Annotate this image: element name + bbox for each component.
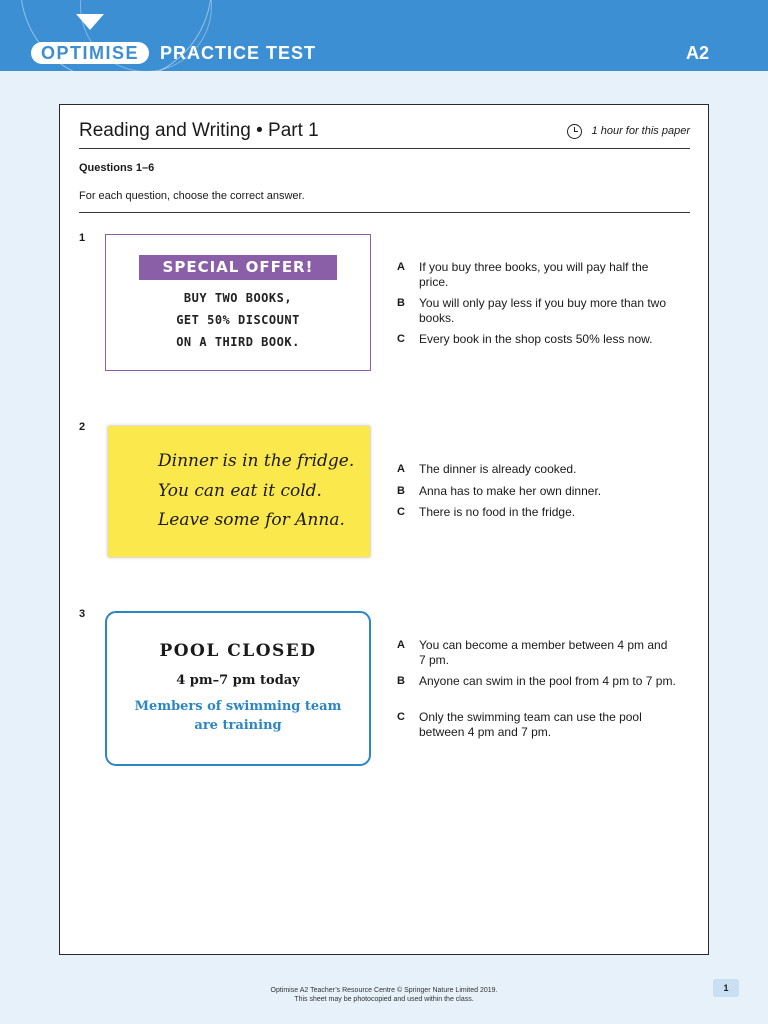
footer-line: Optimise A2 Teacher’s Resource Centre © Springer Nature Limited 2019. — [270, 987, 498, 994]
special-offer-banner: SPECIAL OFFER! — [139, 255, 337, 280]
option-letter: B — [397, 297, 405, 309]
note-line: Leave some for Anna. — [158, 510, 345, 530]
header-title: PRACTICE TEST — [160, 43, 317, 63]
option-text: The dinner is already cooked. — [419, 462, 577, 476]
question-number: 3 — [79, 608, 86, 620]
option-text: You can become a member between 4 pm and 7 pm. — [419, 638, 668, 667]
option-letter: C — [397, 506, 405, 518]
option-letter: A — [397, 639, 405, 651]
option-text: Every book in the shop costs 50% less now. — [419, 332, 653, 346]
sticky-note — [108, 426, 370, 557]
option-letter: C — [397, 333, 405, 345]
sign-line: ON A THIRD BOOK. — [176, 335, 300, 349]
sign-line: BUY TWO BOOKS, — [183, 291, 293, 305]
time-note — [567, 122, 690, 140]
note-line: You can eat it cold. — [158, 481, 322, 501]
special-offer-sign — [105, 234, 371, 371]
clock-icon — [567, 124, 582, 139]
option-text: There is no food in the fridge. — [419, 505, 576, 519]
paper-title: Reading and Writing • Part 1 — [79, 120, 319, 141]
footer-copyright — [0, 986, 768, 1004]
brand-logo: OPTIMISE — [31, 42, 149, 64]
sign-line: GET 50% DISCOUNT — [176, 313, 300, 327]
divider — [79, 212, 690, 213]
notice-title: POOL CLOSED — [159, 641, 317, 661]
option-text: Anna has to make her own dinner. — [419, 484, 602, 498]
option-text: Anyone can swim in the pool from 4 pm to 7 pm. — [419, 674, 676, 688]
question-number: 1 — [79, 232, 86, 244]
notice-message: Members of swimming team — [134, 699, 342, 714]
page-number: 1 — [713, 979, 739, 997]
header-bar — [0, 0, 768, 71]
divider — [79, 148, 690, 149]
time-note-text: 1 hour for this paper — [591, 125, 690, 137]
option-text: Only the swimming team can use the pool between 4 pm and 7 pm. — [419, 710, 642, 739]
note-line: Dinner is in the fridge. — [158, 451, 355, 471]
option-letter: C — [397, 711, 405, 723]
option-letter: B — [397, 485, 405, 497]
test-paper — [59, 104, 709, 955]
level-badge: A2 — [685, 43, 709, 63]
pool-closed-notice — [105, 611, 371, 766]
option-letter: A — [397, 463, 405, 475]
option-letter: A — [397, 261, 405, 273]
triangle-logo-icon — [76, 14, 104, 30]
question-range: Questions 1–6 — [79, 162, 155, 174]
notice-time: 4 pm–7 pm today — [176, 673, 300, 688]
option-text: If you buy three books, you will pay half the price. — [419, 260, 649, 289]
notice-message: are training — [194, 718, 282, 733]
footer-line: This sheet may be photocopied and used within the class. — [294, 996, 474, 1003]
option-letter: B — [397, 675, 405, 687]
option-text: You will only pay less if you buy more than two books. — [419, 296, 667, 325]
instruction-text: For each question, choose the correct answer. — [79, 190, 305, 202]
question-number: 2 — [79, 421, 86, 433]
